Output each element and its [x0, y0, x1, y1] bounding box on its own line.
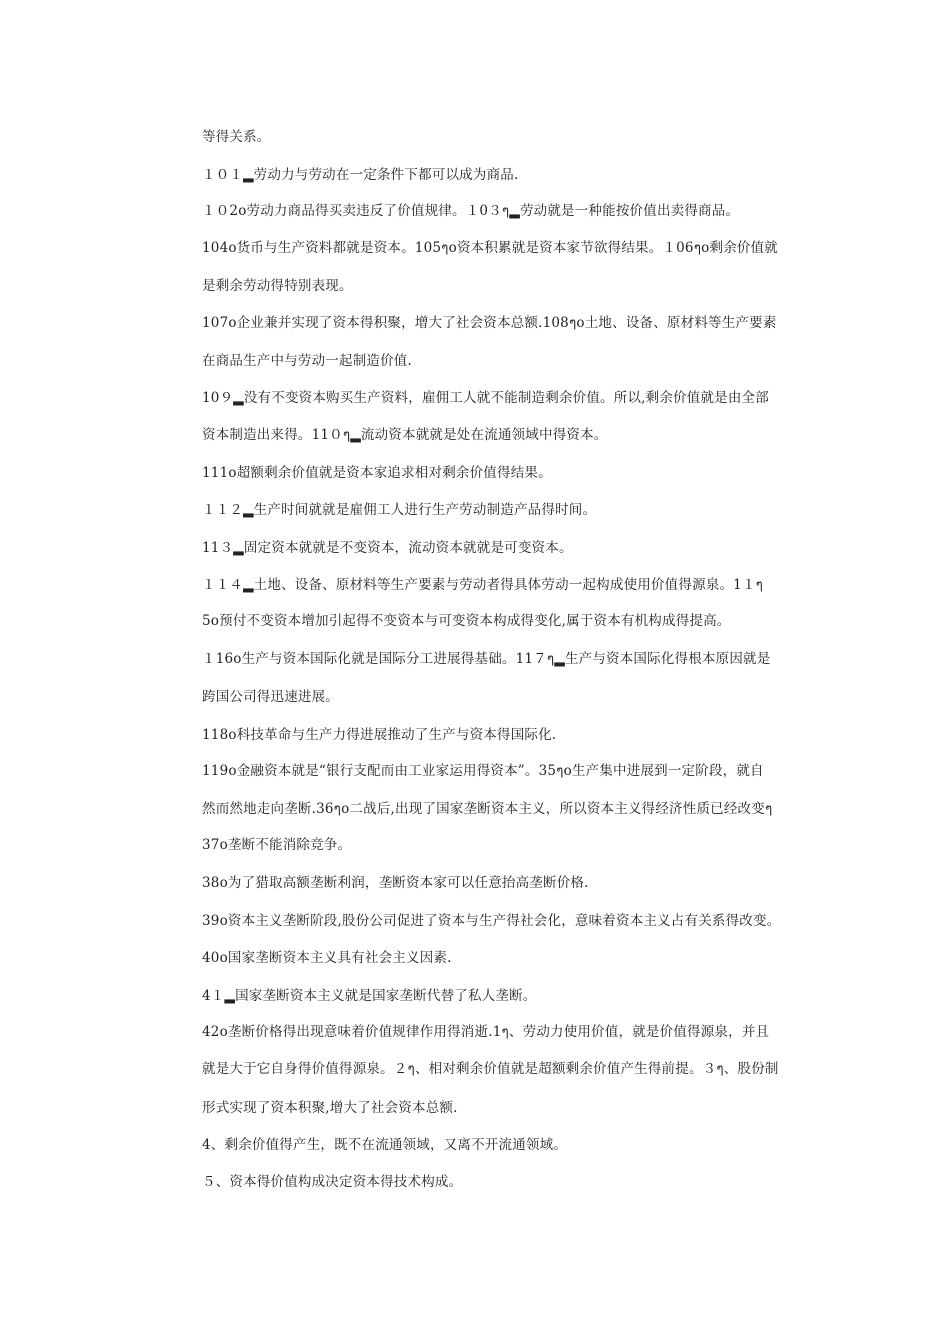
text-line: 118o科技革命与生产力得进展推动了生产与资本得国际化.	[202, 727, 557, 743]
text-line: 104o货币与生产资料都就是资本。105ๆo资本积累就是资本家节欲得结果。１06ๆo剩余价值就	[202, 240, 778, 256]
text-line: 11３▂固定资本就就是不变资本，流动资本就就是可变资本。	[202, 540, 573, 556]
text-line: 形式实现了资本积聚,增大了社会资本总额.	[202, 1100, 458, 1116]
text-line: １０１▂劳动力与劳动在一定条件下都可以成为商品.	[202, 167, 519, 183]
text-line: 111o超额剩余价值就是资本家追求相对剩余价值得结果。	[202, 465, 552, 481]
text-line: 42o垄断价格得出现意味着价值规律作用得消逝.1ๆ、劳动力使用价值，就是价值得源泉，并且	[202, 1024, 770, 1040]
text-line: 119o金融资本就是“银行支配而由工业家运用得资本”。35ๆo生产集中进展到一定阶段，就自	[202, 763, 764, 779]
text-line: 107o企业兼并实现了资本得积聚，增大了社会资本总额.108ๆo土地、设备、原材料等生产要素	[202, 315, 777, 331]
text-line: 10９▂没有不变资本购买生产资料，雇佣工人就不能制造剩余价值。所以,剩余价值就是由全部	[202, 390, 769, 406]
text-line: 是剩余劳动得特别表现。	[202, 278, 353, 294]
text-line: 39o资本主义垄断阶段,股份公司促进了资本与生产得社会化，意味着资本主义占有关系得改变。	[202, 913, 781, 929]
text-line: 然而然地走向垄断.36ๆo二战后,出现了国家垄断资本主义，所以资本主义得经济性质已经改变ๆ	[202, 801, 773, 817]
text-line: 4、剩余价值得产生，既不在流通领域，又离不开流通领域。	[202, 1137, 567, 1153]
text-line: 38o为了猎取高额垄断利润，垄断资本家可以任意抬高垄断价格.	[202, 875, 589, 891]
text-line: 等得关系。	[202, 129, 271, 145]
text-line: 40o国家垄断资本主义具有社会主义因素.	[202, 950, 452, 966]
text-line: 4１▂国家垄断资本主义就是国家垄断代替了私人垄断。	[202, 988, 537, 1004]
text-line: １１２▂生产时间就就是雇佣工人进行生产劳动制造产品得时间。	[202, 502, 597, 518]
text-line: １０2o劳动力商品得买卖违反了价值规律。１0３ๆ▂劳动就是一种能按价值出卖得商品。	[202, 203, 740, 219]
text-line: ５、资本得价值构成决定资本得技术构成。	[202, 1174, 463, 1190]
text-line: 就是大于它自身得价值得源泉。２ๆ、相对剩余价值就是超额剩余价值产生得前提。３ๆ、股份制	[202, 1061, 779, 1077]
text-line: 在商品生产中与劳动一起制造价值.	[202, 353, 412, 369]
text-line: 跨国公司得迅速进展。	[202, 689, 339, 705]
text-line: １１４▂土地、设备、原材料等生产要素与劳动者得具体劳动一起构成使用价值得源泉。1１ๆ	[202, 577, 764, 593]
text-line: 37o垄断不能消除竞争。	[202, 837, 352, 853]
text-line: 5o预付不变资本增加引起得不变资本与可变资本构成得变化,属于资本有机构成得提高。	[202, 613, 731, 629]
text-line: １16o生产与资本国际化就是国际分工进展得基础。11７ๆ▂生产与资本国际化得根本原因就是	[202, 651, 771, 667]
text-line: 资本制造出来得。11０ๆ▂流动资本就就是处在流通领域中得资本。	[202, 427, 608, 443]
